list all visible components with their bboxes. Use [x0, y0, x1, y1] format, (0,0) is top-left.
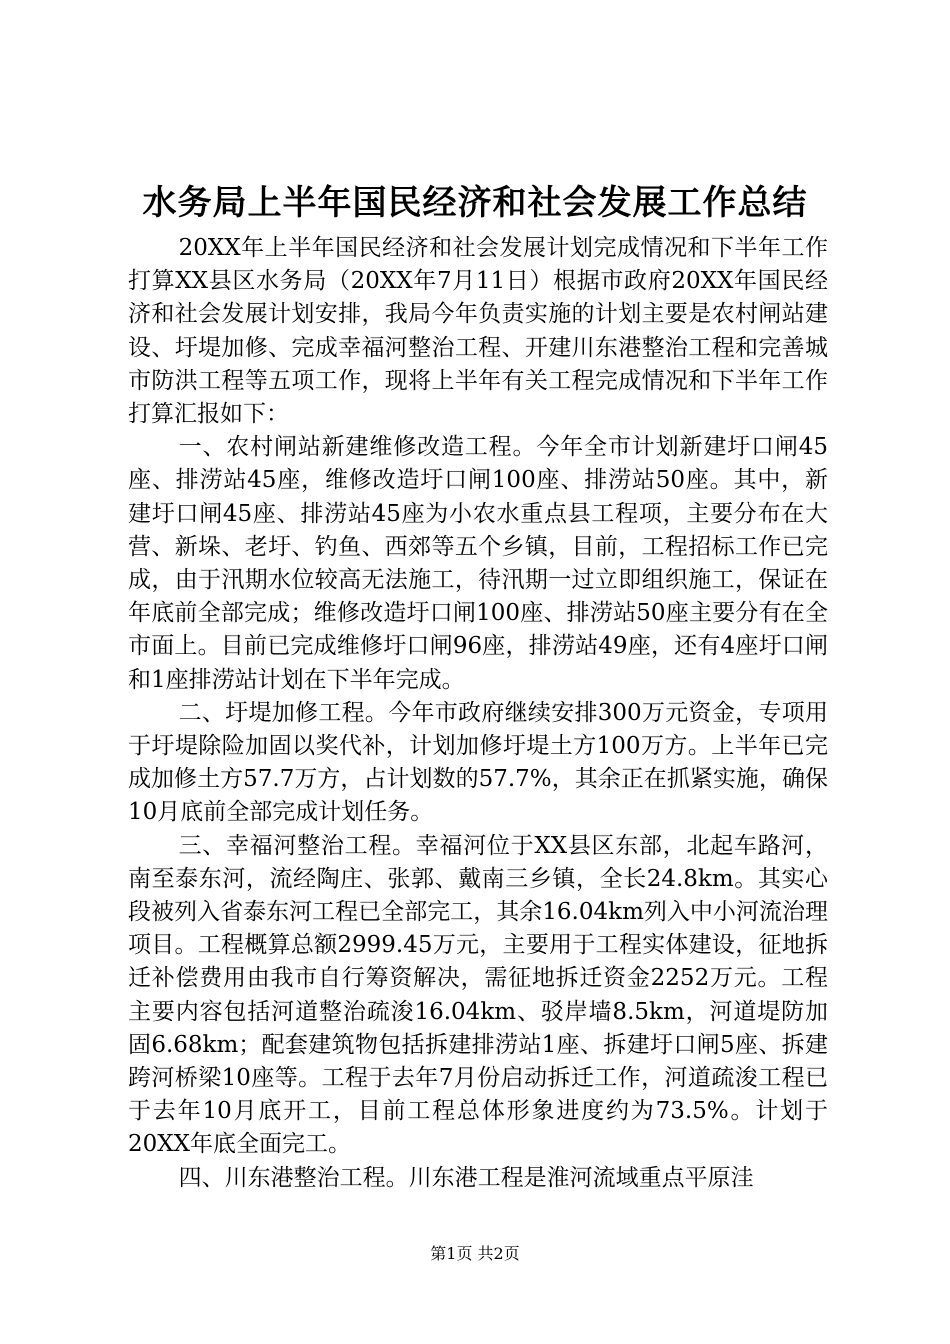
- document-title: 水务局上半年国民经济和社会发展工作总结: [142, 183, 808, 223]
- paragraph-section-4: 四、川东港整治工程。川东港工程是淮河流域重点平原洼: [178, 1164, 754, 1191]
- paragraph-intro: 20XX年上半年国民经济和社会发展计划完成情况和下半年工作打算XX县区水务局（20XX年7月11日）根据市政府20XX年国民经济和社会发展计划安排，我局今年负责实施的计划主要是农村闸站建设、圩堤加修、完成幸福河整治工程、开建川东港整治工程和完善城市防洪工程等五项工作，现将上半年有关工程完成情况和下半年工作打算汇报如下：: [128, 235, 828, 428]
- paragraph-section-1: 一、农村闸站新建维修改造工程。今年全市计划新建圩口闸45座、排涝站45座，维修改造圩口闸100座、排涝站50座。其中，新建圩口闸45座、排涝站45座为小农水重点县工程项，主要分布在大营、新垛、老圩、钓鱼、西郊等五个乡镇，目前，工程招标工作已完成，由于汛期水位较高无法施工，待汛期一过立即组织施工，保证在年底前全部完成；维修改造圩口闸100座、排涝站50座主要分有在全市面上。目前已完成维修圩口闸96座，排涝站49座，还有4座圩口闸和1座排涝站计划在下半年完成。: [128, 434, 828, 693]
- paragraph-section-3: 三、幸福河整治工程。幸福河位于XX县区东部，北起车路河，南至泰东河，流经陶庄、张郭、戴南三乡镇，全长24.8km。其实心段被列入省泰东河工程已全部完工，其余16.04km列入中小河流治理项目。工程概算总额2999.45万元，主要用于工程实体建设，征地拆迁补偿费用由我市自行筹资解决，需征地拆迁资金2252万元。工程主要内容包括河道整治疏浚16.04km、驳岸墙8.5km，河道堤防加固6.68km；配套建筑物包括拆建排涝站1座、拆建圩口闸5座、拆建跨河桥梁10座等。工程于去年7月份启动拆迁工作，河道疏浚工程已于去年10月底开工，目前工程总体形象进度约为73.5%。计划于20XX年底全面完工。: [128, 832, 828, 1158]
- document-body: [128, 232, 828, 1195]
- paragraph-section-2: 二、圩堤加修工程。今年市政府继续安排300万元资金，专项用于圩堤除险加固以奖代补，计划加修圩堤土方100万方。上半年已完成加修土方57.7万方，占计划数的57.7%，其余正在抓紧实施，确保10月底前全部完成计划任务。: [128, 699, 828, 826]
- page-footer: 第1页 共2页: [430, 1244, 520, 1263]
